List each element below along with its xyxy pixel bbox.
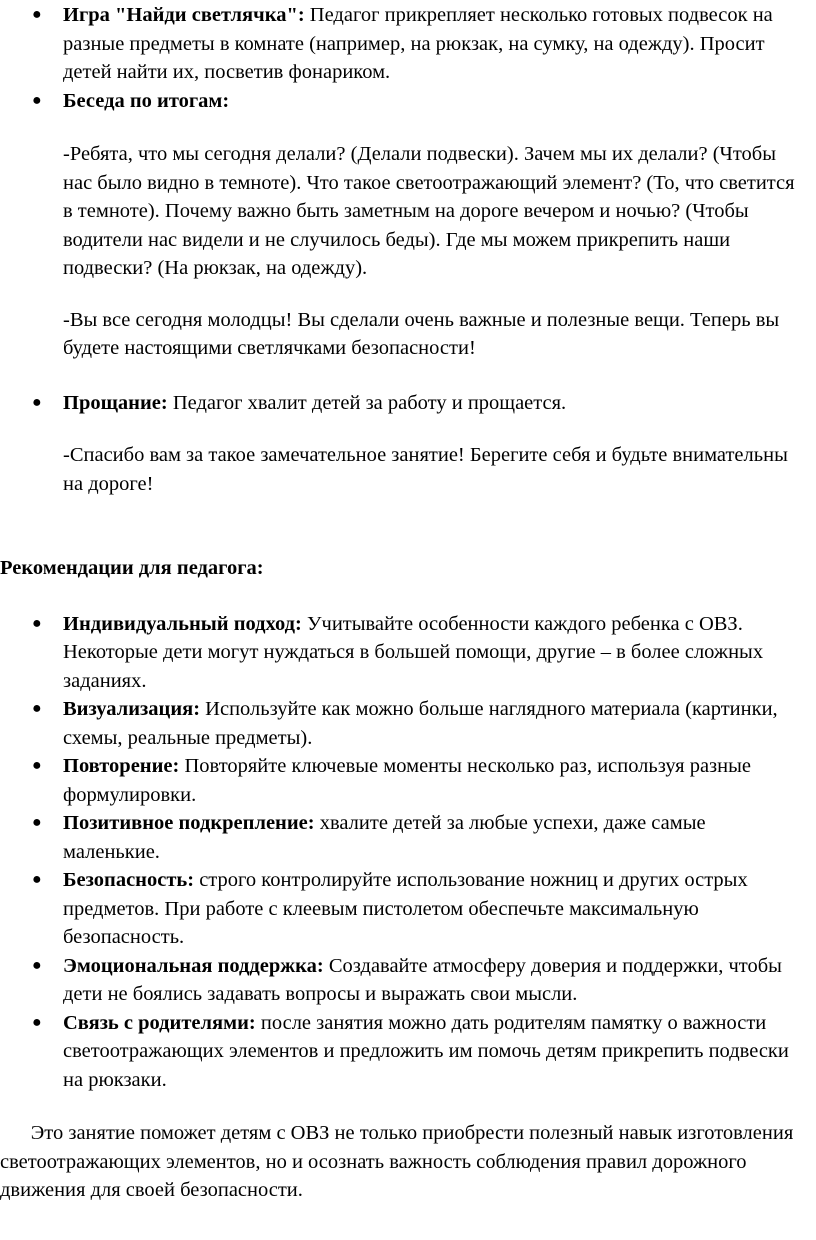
bullet-icon: ●	[32, 956, 42, 974]
item-title: Беседа по итогам:	[63, 89, 230, 112]
list-item-recommendation	[0, 866, 816, 952]
item-text: после занятия можно дать родителям памятку о важности светоотражающих элементов и предложить им помочь детям прикрепить подвески на рюкзаки.	[63, 1011, 789, 1091]
item-text: хвалите детей за любые успехи, даже самые маленькие.	[63, 812, 706, 863]
bullet-icon: ●	[32, 1013, 42, 1031]
recommendations-heading: Рекомендации для педагога:	[0, 557, 264, 579]
item-title: Игра "Найди светлячка":	[63, 4, 305, 26]
bullet-icon: ●	[32, 757, 42, 774]
list-item-recommendation	[0, 610, 816, 696]
item-text: Создавайте атмосферу доверия и поддержки, чтобы дети не боялись задавать вопросы и выражать свои мысли.	[63, 954, 782, 1005]
bullet-icon: ●	[32, 814, 42, 831]
bullet-icon: ●	[32, 91, 42, 109]
conversation-paragraph-2: -Вы все сегодня молодцы! Вы сделали очень важные и полезные вещи. Теперь вы будете настоящими светлячками безопасности!	[63, 308, 780, 359]
list-item-firefly-game	[0, 1, 816, 87]
list-item-recommendation	[0, 752, 816, 809]
list-item-recommendation	[0, 695, 816, 752]
item-text: Педагог хвалит детей за работу и прощается.	[167, 391, 567, 414]
closing-paragraph: Это занятие поможет детям с ОВЗ не только приобрести полезный навык изготовления светоотражающих элементов, но и осознать важность соблюдения правил дорожного движения для своей безопасности.	[0, 1122, 799, 1201]
item-title: Связь с родителями:	[63, 1011, 256, 1034]
item-title: Индивидуальный подход:	[63, 612, 302, 635]
item-text: Учитывайте особенности каждого ребенка с ОВЗ. Некоторые дети могут нуждаться в большей помощи, другие – в более сложных заданиях.	[63, 612, 764, 692]
bullet-icon: ●	[32, 614, 42, 632]
item-title: Позитивное подкрепление:	[63, 812, 315, 834]
list-item-recommendation	[0, 952, 816, 1009]
item-title: Прощание:	[63, 391, 168, 414]
list-item-farewell	[0, 389, 816, 418]
bullet-icon: ●	[32, 6, 42, 23]
bullet-icon: ●	[32, 871, 42, 888]
item-title: Эмоциональная поддержка:	[63, 954, 324, 977]
farewell-list	[0, 389, 816, 418]
bullet-icon: ●	[32, 700, 42, 717]
item-text: Повторяйте ключевые моменты несколько раз, используя разные формулировки.	[63, 755, 752, 806]
conversation-paragraph-1: -Ребята, что мы сегодня делали? (Делали подвески). Зачем мы их делали? (Чтобы нас было видно в темноте). Что такое светоотражающий элемент? (То, что светится в темноте). Почему важно быть заметным на дороге вечером и ночью? (Чтобы водители нас видели и не случилось беды). Где мы можем прикрепить наши подвески? (На рюкзак, на одежду).	[63, 143, 795, 279]
list-item-recommendation	[0, 1009, 816, 1095]
recommendations-list	[0, 610, 816, 1095]
activity-list	[0, 1, 816, 115]
item-title: Повторение:	[63, 755, 180, 777]
item-text: Педагог прикрепляет несколько готовых подвесок на разные предметы в комнате (например, на рюкзак, на сумку, на одежду). Просит детей найти их, посветив фонариком.	[63, 4, 773, 83]
list-item-recommendation	[0, 809, 816, 866]
item-title: Визуализация:	[63, 698, 201, 720]
list-item-summary-talk	[0, 87, 816, 116]
item-text: строго контролируйте использование ножниц и других острых предметов. При работе с клеевым пистолетом обеспечьте максимальную безопасность.	[63, 869, 748, 948]
bullet-icon: ●	[32, 393, 42, 411]
farewell-quote: -Спасибо вам за такое замечательное занятие! Берегите себя и будьте внимательны на дороге!	[63, 444, 788, 495]
item-text: Используйте как можно больше наглядного материала (картинки, схемы, реальные предметы).	[63, 698, 778, 749]
item-title: Безопасность:	[63, 869, 195, 891]
